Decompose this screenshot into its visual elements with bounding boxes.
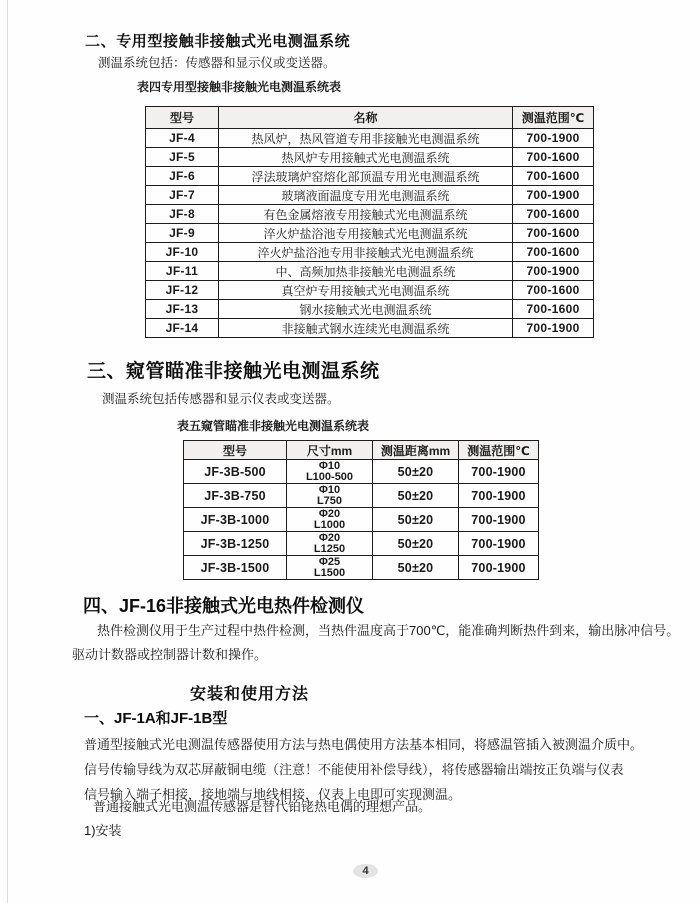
cell: JF-4 <box>146 129 219 148</box>
cell: 热风炉专用接触式光电测温系统 <box>219 148 513 167</box>
column-header: 名称 <box>219 107 513 129</box>
cell-line: Φ20 <box>318 507 341 520</box>
scan-edge-line <box>7 0 8 903</box>
section4-paragraph-line2: 驱动计数器或控制器计数和操作。 <box>72 647 268 662</box>
cell: JF-3B-1250 <box>184 532 287 556</box>
cell: 700-1600 <box>513 300 594 319</box>
cell: 700-1900 <box>459 484 539 508</box>
cell: 中、高频加热非接触光电测温系统 <box>219 262 513 281</box>
cell: JF-12 <box>146 281 219 300</box>
install-paragraph2: 普通接触式光电测温传感器是替代铂铑热电偶的理想产品。 <box>93 799 432 814</box>
table-row <box>146 281 594 300</box>
cell: 700-1600 <box>513 148 594 167</box>
cell: JF-8 <box>146 205 219 224</box>
table-row <box>146 262 594 281</box>
table-row <box>184 532 539 556</box>
cell: JF-5 <box>146 148 219 167</box>
cell: 700-1600 <box>513 167 594 186</box>
cell: 700-1600 <box>513 224 594 243</box>
column-header: 尺寸mm <box>287 441 373 460</box>
table-row <box>184 460 539 484</box>
table-row <box>184 556 539 580</box>
section2-subtitle: 测温系统包括：传感器和显示仪或变送器。 <box>98 56 336 70</box>
cell-line: L750 <box>316 494 343 507</box>
cell: 玻璃液面温度专用光电测温系统 <box>219 186 513 205</box>
cell: 700-1900 <box>459 532 539 556</box>
cell: 700-1600 <box>513 243 594 262</box>
cell: 700-1900 <box>459 508 539 532</box>
column-header: 测温范围℃ <box>459 441 539 460</box>
column-header: 型号 <box>146 107 219 129</box>
table-row <box>146 186 594 205</box>
install-paragraph-line1: 普通型接触式光电测温传感器使用方法与热电偶使用方法基本相同，将感温管插入被测温介质中。 <box>84 737 644 752</box>
install-usage-heading: 安装和使用方法 <box>190 686 310 703</box>
cell: JF-7 <box>146 186 219 205</box>
install-paragraph-line3: 信号输入端子相接，接地端与地线相接，仪表上电即可实现测温。 <box>84 787 462 802</box>
table5 <box>183 440 539 580</box>
cell: JF-9 <box>146 224 219 243</box>
cell-line: L1500 <box>313 566 346 579</box>
cell: 50±20 <box>373 556 459 580</box>
cell: 700-1900 <box>459 460 539 484</box>
cell-line: L100-500 <box>305 470 354 483</box>
table-row <box>146 224 594 243</box>
cell: JF-3B-1000 <box>184 508 287 532</box>
cell: 50±20 <box>373 532 459 556</box>
cell: 700-1600 <box>513 205 594 224</box>
cell: JF-10 <box>146 243 219 262</box>
table-row <box>184 508 539 532</box>
cell: 700-1900 <box>513 319 594 338</box>
cell-line: Φ20 <box>318 531 341 544</box>
cell: JF-3B-750 <box>184 484 287 508</box>
cell: 真空炉专用接触式光电测温系统 <box>219 281 513 300</box>
cell: 700-1900 <box>513 186 594 205</box>
cell: JF-6 <box>146 167 219 186</box>
cell: 50±20 <box>373 508 459 532</box>
cell: JF-13 <box>146 300 219 319</box>
cell: 热风炉，热风管道专用非接触光电测温系统 <box>219 129 513 148</box>
cell <box>287 484 373 508</box>
cell: 钢水接触式光电测温系统 <box>219 300 513 319</box>
cell: 有色金属熔液专用接触式光电测温系统 <box>219 205 513 224</box>
cell: 700-1600 <box>513 281 594 300</box>
table-row <box>146 148 594 167</box>
install-paragraph-line2: 信号传输导线为双芯屏蔽铜电缆（注意！不能使用补偿导线），将传感器输出端按正负端与仪表 <box>84 762 624 777</box>
cell <box>287 460 373 484</box>
header-row <box>146 107 594 129</box>
table-row <box>146 205 594 224</box>
cell: JF-11 <box>146 262 219 281</box>
table5-caption: 表五窥管瞄准非接触光电测温系统表 <box>177 419 370 433</box>
cell-line: L1250 <box>313 542 346 555</box>
table-row <box>146 319 594 338</box>
cell: JF-14 <box>146 319 219 338</box>
table4-body <box>146 129 594 338</box>
section3-heading: 三、窥管瞄准非接触光电测温系统 <box>87 361 380 382</box>
cell <box>287 532 373 556</box>
column-header: 测温距离mm <box>373 441 459 460</box>
table4-caption: 表四专用型接触非接触光电测温系统表 <box>137 80 342 94</box>
table5-header <box>184 441 539 460</box>
cell-line: Φ25 <box>318 555 341 568</box>
table-row <box>146 243 594 262</box>
cell: 非接触式钢水连续光电测温系统 <box>219 319 513 338</box>
cell: 淬火炉盐浴池专用接触式光电测温系统 <box>219 224 513 243</box>
cell <box>287 556 373 580</box>
table5-body <box>184 460 539 580</box>
cell: 淬火炉盐浴池专用非接触式光电测温系统 <box>219 243 513 262</box>
cell: 700-1900 <box>513 262 594 281</box>
cell: 700-1900 <box>513 129 594 148</box>
page-number-badge <box>353 864 378 878</box>
table-row <box>146 300 594 319</box>
cell-line: Φ10 <box>318 483 341 496</box>
table-row <box>146 129 594 148</box>
table4 <box>145 106 594 338</box>
cell: JF-3B-1500 <box>184 556 287 580</box>
cell: 50±20 <box>373 484 459 508</box>
page-number: 4 <box>362 865 369 877</box>
install-step1-label: 1)安装 <box>84 823 122 838</box>
column-header: 型号 <box>184 441 287 460</box>
section2-heading: 二、专用型接触非接触式光电测温系统 <box>85 33 351 50</box>
section1-heading: 一、JF-1A和JF-1B型 <box>84 710 228 727</box>
cell: 浮法玻璃炉窑熔化部顶温专用光电测温系统 <box>219 167 513 186</box>
table-row <box>184 484 539 508</box>
cell-line: L1000 <box>313 518 346 531</box>
column-header: 测温范围℃ <box>513 107 594 129</box>
table-row <box>146 167 594 186</box>
cell: 700-1900 <box>459 556 539 580</box>
cell: 50±20 <box>373 460 459 484</box>
header-row <box>184 441 539 460</box>
cell-line: Φ10 <box>318 459 341 472</box>
section3-subtitle: 测温系统包括传感器和显示仪表或变送器。 <box>102 392 340 406</box>
section4-paragraph-line1: 热件检测仪用于生产过程中热件检测，当热件温度高于700℃，能准确判断热件到来，输出脉冲信号。 <box>97 623 680 638</box>
section4-heading: 四、JF-16非接触式光电热件检测仪 <box>83 596 365 616</box>
cell <box>287 508 373 532</box>
table4-header <box>146 107 594 129</box>
cell: JF-3B-500 <box>184 460 287 484</box>
